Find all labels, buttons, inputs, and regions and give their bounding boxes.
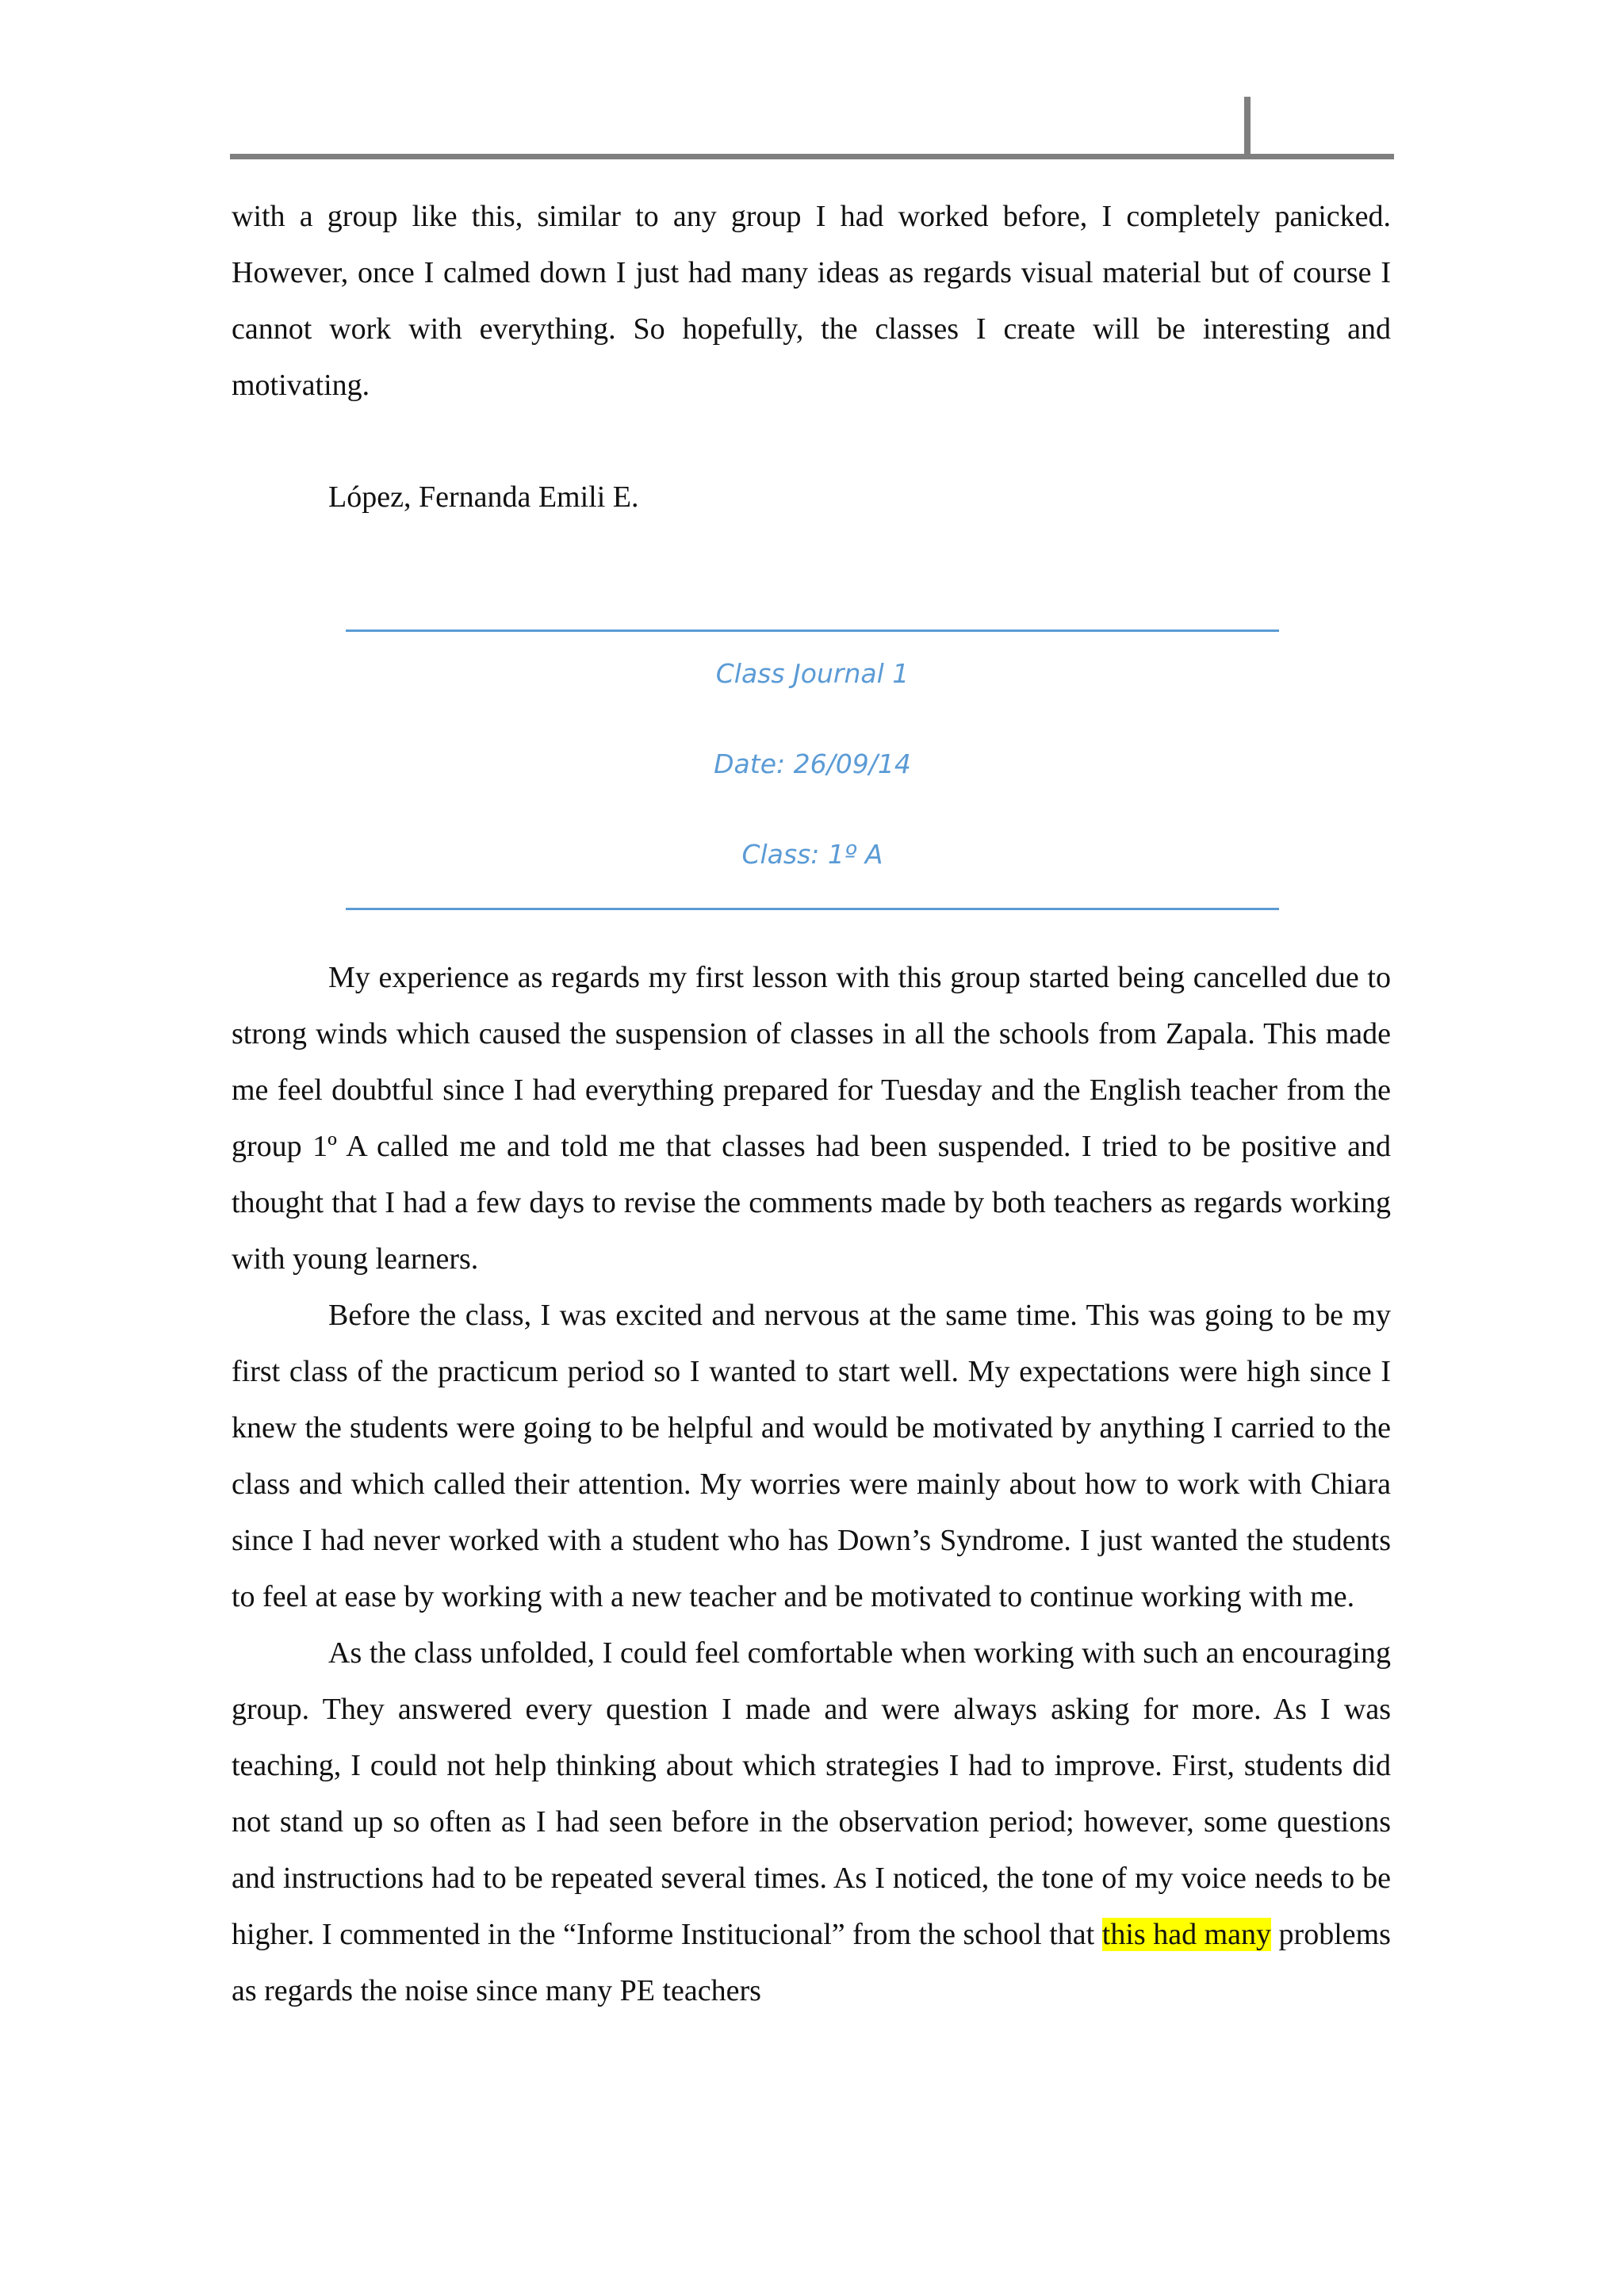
journal-rule-top xyxy=(346,629,1279,632)
header-rule xyxy=(230,154,1394,159)
journal-rule-bottom xyxy=(346,908,1279,910)
paragraph-2: Before the class, I was excited and nervous at the same time. This was going to be my first class of the practicum period so I wanted to start well. My expectations were high since I knew the students were going to be helpful and would be motivated by anything I carried to the class and which called their attention. My worries were mainly about how to work with Chiara since I had never worked with a student who has Down’s Syndrome. I just wanted the students to feel at ease by working with a new teacher and be motivated to continue working with me. xyxy=(232,1299,1391,1613)
intro-paragraph-block xyxy=(232,189,1391,414)
signature: López, Fernanda Emili E. xyxy=(328,480,639,514)
journal-date: Date: 26/09/14 xyxy=(714,748,911,779)
header-tick xyxy=(1244,97,1251,157)
journal-body xyxy=(232,950,1391,2019)
paragraph-3-end: problems as regards the noise since many PE teachers xyxy=(232,1918,1391,2007)
paragraph-3 xyxy=(232,1625,1391,2019)
journal-class: Class: 1º A xyxy=(741,839,883,870)
intro-paragraph: with a group like this, similar to any group I had worked before, I completely panicked. However, once I calmed down I just had many ideas as regards visual material but of course I cannot work with everything. So hopefully, the classes I create will be interesting and motivating. xyxy=(232,200,1391,402)
paragraph-3-start: As the class unfolded, I could feel comfortable when working with such an encouraging group. They answered every question I made and were always asking for more. As I was teaching, I could not help thinking about which strategies I had to improve. First, students did not stand up so often as I had seen before in the observation period; however, some questions and instructions had to be repeated several times. As I noticed, the tone of my voice needs to be higher. I commented in the “Informe Institucional” from the school that xyxy=(232,1636,1391,1951)
journal-title: Class Journal 1 xyxy=(715,658,910,689)
paragraph-1: My experience as regards my first lesson with this group started being cancelled due to strong winds which caused the suspension of classes in all the schools from Zapala. This made me feel doubtful since I had everything prepared for Tuesday and the English teacher from the group 1º A called me and told me that classes had been suspended. I tried to be positive and thought that I had a few days to revise the comments made by both teachers as regards working with young learners. xyxy=(232,961,1391,1276)
highlighted-text: this had many xyxy=(1101,1918,1272,1951)
